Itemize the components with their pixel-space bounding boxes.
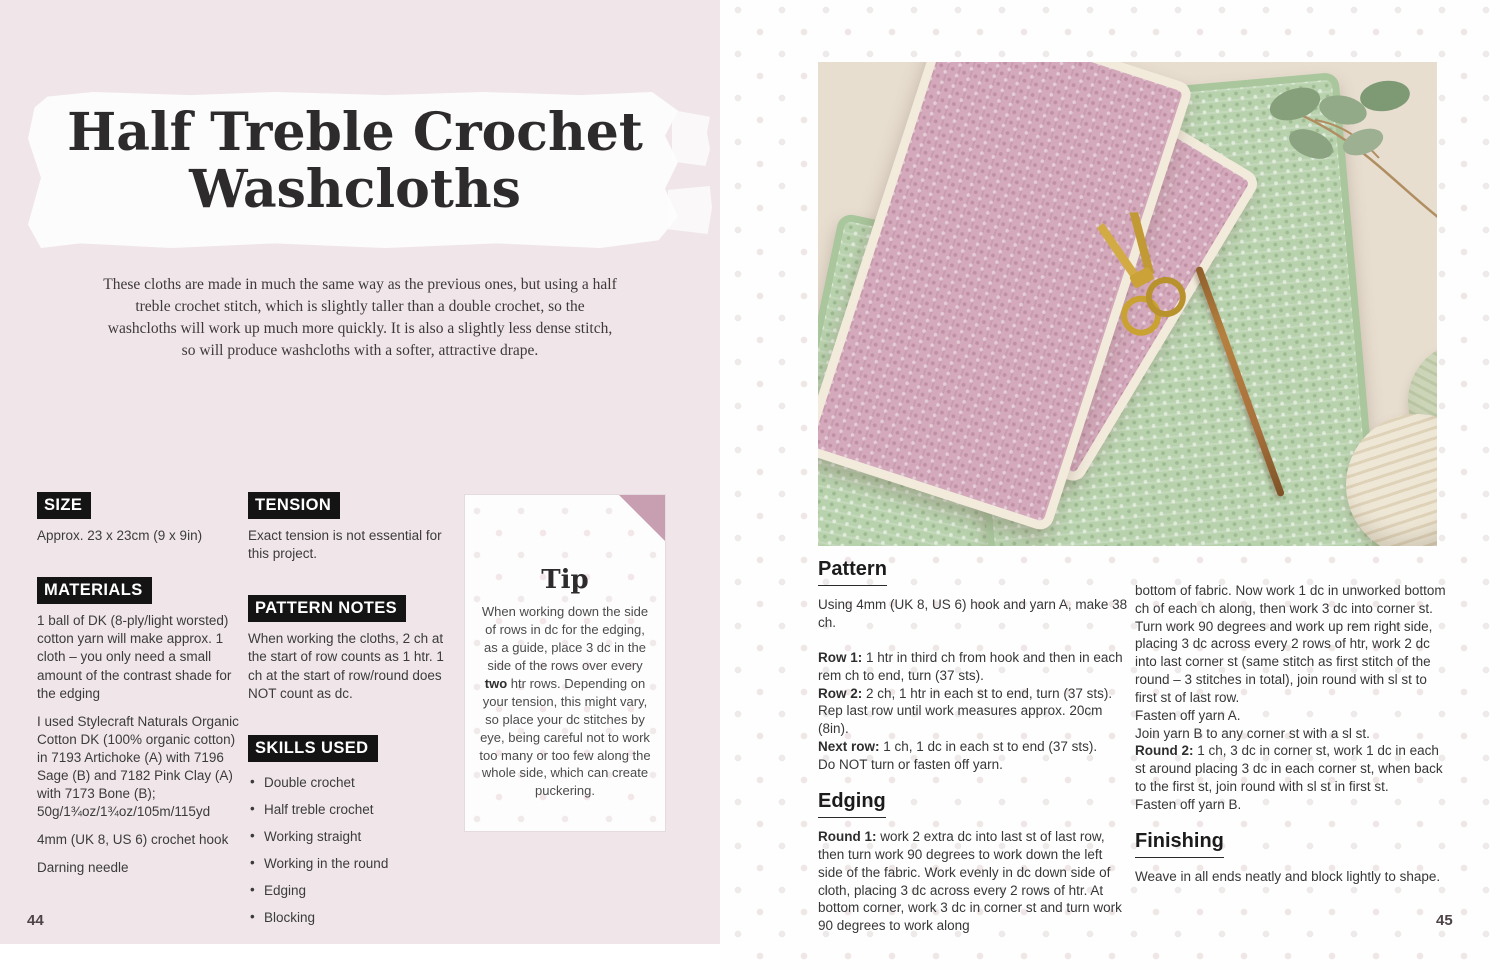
edging-round1 xyxy=(818,828,1128,935)
brush-streak xyxy=(672,110,710,166)
tip-box xyxy=(465,495,665,831)
page-title-line2: Washcloths xyxy=(189,159,521,221)
tension-heading: TENSION xyxy=(248,492,340,519)
pattern-column xyxy=(818,556,1128,935)
page-number-left: 44 xyxy=(27,912,44,929)
skill-item: • Half treble crochet xyxy=(248,801,460,819)
tip-heading: Tip xyxy=(541,565,589,595)
step-text: 2 ch, 1 htr in each st to end, turn (37 sts). xyxy=(862,685,1113,701)
column-tension-notes-skills xyxy=(248,492,460,936)
finishing-text: Weave in all ends neatly and block lightly to shape. xyxy=(1135,868,1441,884)
pattern-step xyxy=(818,702,1128,738)
finishing-heading: Finishing xyxy=(1135,828,1224,858)
edging-finishing-column xyxy=(1135,556,1451,886)
pattern-notes-text: When working the cloths, 2 ch at the start of row counts as 1 htr. 1 ch at the start of row/round does NOT count as dc. xyxy=(248,631,444,701)
edging-continuation: bottom of fabric. Now work 1 dc in unworked bottom ch of each ch along, then work 3 dc into corner st. Turn work 90 degrees and work up rem right side, placing 3 dc across every 2 rows of htr, work 2 dc into last corner st (same stitch as first stitch of the round – 3 stitches in total), join round with sl st to first st of last row. xyxy=(1135,583,1446,705)
step-text: 1 htr in third ch from hook and then in each rem ch to end, turn (37 sts). xyxy=(818,650,1123,683)
left-page xyxy=(0,0,720,944)
page-number-right: 45 xyxy=(1436,912,1453,929)
materials-heading: MATERIALS xyxy=(37,577,152,604)
page-title-line1: Half Treble Crochet xyxy=(67,102,643,163)
pattern-step xyxy=(818,738,1128,756)
round-label: Round 1: xyxy=(818,829,877,845)
skill-item: • Working straight xyxy=(248,828,460,846)
size-heading: SIZE xyxy=(37,492,91,519)
column-size-materials xyxy=(37,492,239,887)
size-text: Approx. 23 x 23cm (9 x 9in) xyxy=(37,528,203,544)
photo-eucalyptus-sprig xyxy=(1259,66,1437,231)
pattern-heading: Pattern xyxy=(818,556,887,586)
materials-paragraph: Darning needle xyxy=(37,860,129,876)
skill-item: • Blocking xyxy=(248,909,460,927)
step-label: Row 2: xyxy=(818,685,863,701)
folded-corner-icon xyxy=(619,495,665,541)
materials-paragraph: 1 ball of DK (8-ply/light worsted) cotton yarn will make approx. 1 cloth – you only need a small amount of the contrast shade for the edging xyxy=(37,613,232,701)
pattern-step xyxy=(818,649,1128,685)
tip-text-before: When working down the side of rows in dc for the edging, as a guide, place 3 dc in the side of the rows over every xyxy=(481,604,649,673)
skill-item: • Edging xyxy=(248,882,460,900)
edging-join-b: Join yarn B to any corner st with a sl st. xyxy=(1135,725,1370,741)
step-label: Next row: xyxy=(818,739,880,755)
round-text: 1 ch, 3 dc in corner st, work 1 dc in each st around placing 3 dc in each corner st, when back to the first st, join round with sl st in first st. xyxy=(1135,743,1443,794)
skills-used-heading: SKILLS USED xyxy=(248,735,378,762)
tip-bold-word: two xyxy=(484,675,508,691)
edging-fasten-a: Fasten off yarn A. xyxy=(1135,707,1241,723)
step-text: Do NOT turn or fasten off yarn. xyxy=(818,756,1003,772)
round-text: work 2 extra dc into last st of last row, then turn work 90 degrees to work down the left side of the fabric. Work evenly in dc down side of cloth, placing 3 dc across every 2 rows of htr. At bottom corner, work 3 dc in corner st and turn work 90 degrees to work along xyxy=(818,829,1122,934)
pattern-notes-heading: PATTERN NOTES xyxy=(248,595,406,622)
pattern-intro: Using 4mm (UK 8, US 6) hook and yarn A, make 38 ch. xyxy=(818,597,1128,631)
edging-fasten-b: Fasten off yarn B. xyxy=(1135,796,1242,812)
edging-round2 xyxy=(1135,742,1451,795)
intro-paragraph: These cloths are made in much the same way as the previous ones, but using a half treble crochet stitch, which is slightly taller than a double crochet, so the washcloths will work up much more quickly. It is also a slightly less dense stitch, so will produce washcloths with a softer, attractive drape. xyxy=(103,275,617,359)
tip-text-after: htr rows. Depending on your tension, this might vary, so place your dc stitches by eye, being careful not to work too many or too few along the whole side, which can create puckering. xyxy=(479,675,651,799)
project-photo xyxy=(818,62,1437,546)
edging-heading: Edging xyxy=(818,788,886,818)
pattern-step xyxy=(818,685,1128,703)
brush-streak xyxy=(668,186,712,234)
materials-paragraph: I used Stylecraft Naturals Organic Cotton DK (100% organic cotton) in 7193 Artichoke (A) with 7196 Sage (B) and 7182 Pink Clay (A) with 7173 Bone (B); 50g/1¾oz/1¾oz/105m/115yd xyxy=(37,713,239,820)
materials-paragraph: 4mm (UK 8, US 6) crochet hook xyxy=(37,832,229,848)
round-label: Round 2: xyxy=(1135,743,1194,759)
right-page xyxy=(720,0,1500,970)
pattern-step xyxy=(818,756,1128,774)
skill-item: • Working in the round xyxy=(248,855,460,873)
tip-text xyxy=(465,603,665,800)
page-title xyxy=(40,102,670,221)
step-label: Row 1: xyxy=(818,650,863,666)
step-text: Rep last row until work measures approx. 20cm (8in). xyxy=(818,703,1103,737)
tension-text: Exact tension is not essential for this project. xyxy=(248,528,442,562)
skills-list xyxy=(248,774,460,927)
skill-item: • Double crochet xyxy=(248,774,460,792)
step-text: 1 ch, 1 dc in each st to end (37 sts). xyxy=(879,739,1098,755)
